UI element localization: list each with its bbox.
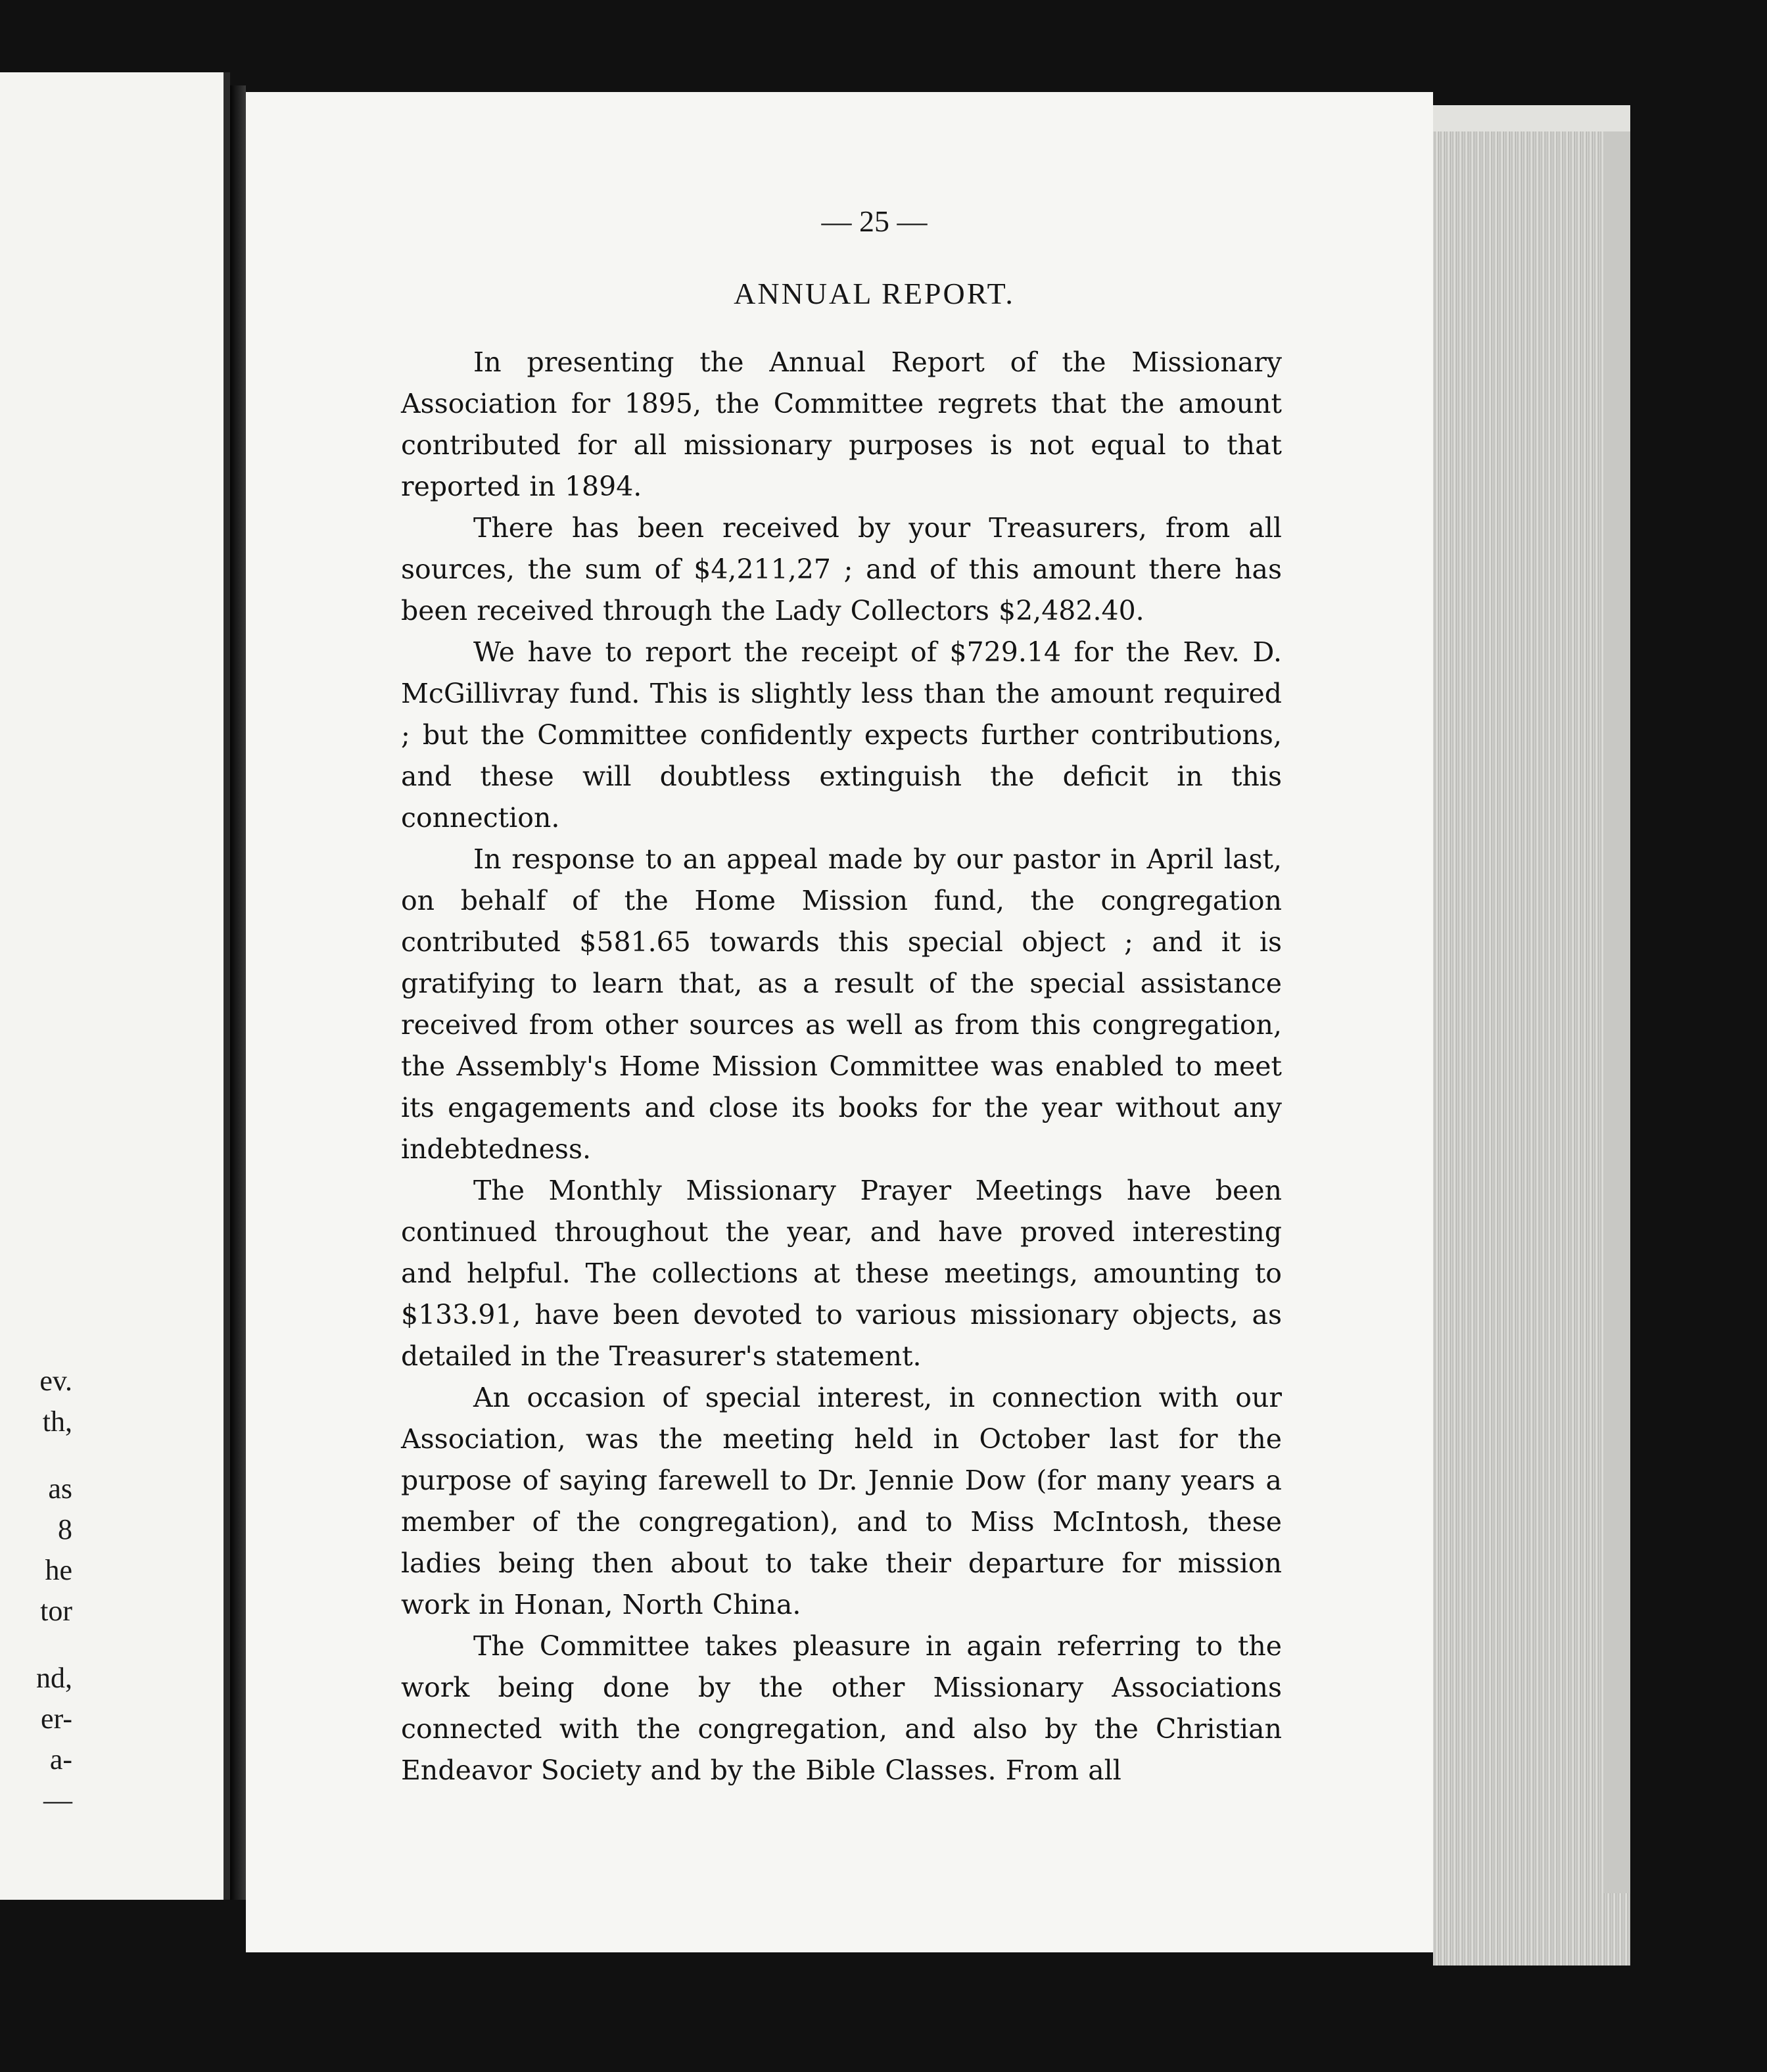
left-fragment: 8	[58, 1513, 72, 1545]
book-page-edges	[1433, 105, 1630, 1966]
left-fragment: er-	[41, 1703, 72, 1735]
left-page-text-fragments	[0, 1361, 72, 1821]
book-gutter	[230, 85, 246, 1900]
left-fragment: —	[43, 1784, 72, 1816]
left-page	[0, 72, 230, 1900]
paragraph: There has been received by your Treasurers, from all sources, the sum of $4,211,27 ; and of this amount there has been received through the Lady Collectors $2,482.40.	[401, 512, 1282, 626]
page-title: ANNUAL REPORT.	[734, 277, 1015, 310]
paragraph: The Monthly Missionary Prayer Meetings have been continued throughout the year, and have proved interesting and helpful. The collections at these meetings, amounting to $133.91, have been devoted to various missionary objects, as detailed in the Treasurer's statement.	[401, 1175, 1282, 1372]
paragraph: In presenting the Annual Report of the Missionary Association for 1895, the Committee regrets that the amount contributed for all missionary purposes is not equal to that reported in 1894.	[401, 346, 1282, 502]
book-page-edges-outer	[1604, 131, 1630, 1893]
left-fragment-gap	[0, 1442, 72, 1469]
left-fragment: he	[45, 1554, 72, 1586]
left-fragment: a-	[49, 1743, 72, 1776]
paragraph: The Committee takes pleasure in again referring to the work being done by the other Missionary Associations connected with the congregation, and also by the Christian Endeavor Society and by the Bible Classes. From all	[401, 1630, 1282, 1786]
left-fragment: th,	[42, 1405, 72, 1438]
left-fragment: ev.	[39, 1365, 72, 1397]
left-fragment: as	[48, 1472, 72, 1505]
paragraph: We have to report the receipt of $729.14 for the Rev. D. McGillivray fund. This is slightly less than the amount required ; but the Committee confidently expects further contributions, and these will doubtless extinguish the deficit in this connection.	[401, 636, 1282, 834]
left-fragment-gap	[0, 1632, 72, 1658]
report-body	[401, 342, 1282, 1791]
page-number: — 25 —	[821, 204, 928, 238]
left-fragment: tor	[40, 1595, 72, 1627]
paragraph: An occasion of special interest, in connection with our Association, was the meeting held in October last for the purpose of saying farewell to Dr. Jennie Dow (for many years a member of the congregation), and to Miss McIntosh, these ladies being then about to take their departure for mission work in Honan, North China.	[401, 1382, 1282, 1620]
paragraph: In response to an appeal made by our pastor in April last, on behalf of the Home Mission fund, the congregation contributed $581.65 towards this special object ; and it is gratifying to learn that, as a result of the special assistance received from other sources as well as from this congregation, the Assembly's Home Mission Committee was enabled to meet its engagements and close its books for the year without any indebtedness.	[401, 843, 1282, 1165]
left-fragment: nd,	[36, 1662, 72, 1694]
